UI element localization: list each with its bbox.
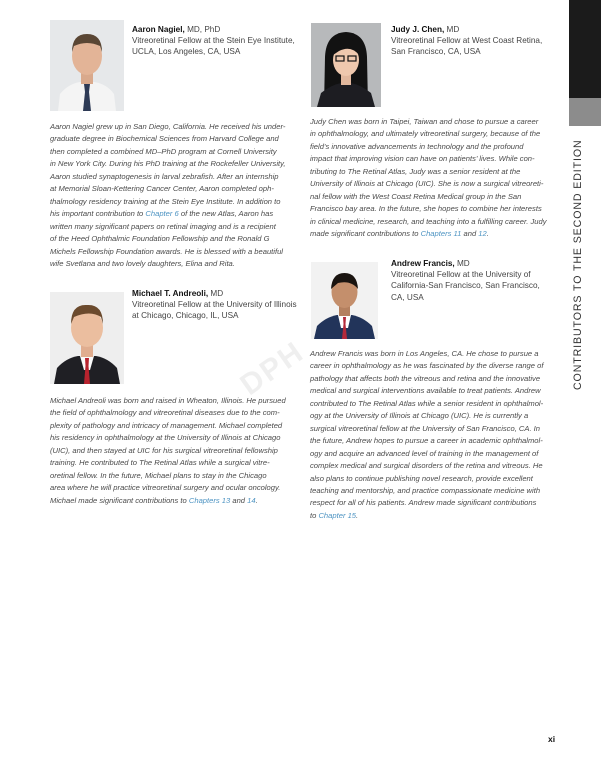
bio-text: to xyxy=(310,510,319,520)
contributor-degree: MD xyxy=(456,259,470,268)
watermark: DPH xyxy=(234,335,311,402)
page-number: xi xyxy=(548,734,556,744)
chapter-link[interactable]: Chapters 11 xyxy=(420,229,462,239)
contributor-degree: MD xyxy=(210,289,224,298)
chapter-link[interactable]: Chapters 13 xyxy=(188,495,231,505)
bio-line: training. He contributed to The Retinal Atlas while a surgical vitre- xyxy=(50,458,270,468)
bio-text: . xyxy=(486,229,489,239)
bio-line: field’s innovative advancements in technology and the profound xyxy=(310,141,524,151)
chapter-link[interactable]: 12 xyxy=(478,229,487,239)
affiliation-line: CA, USA xyxy=(391,292,424,302)
affiliation-line: Vitreoretinal Fellow at the University of xyxy=(391,270,531,280)
bio-line: teaching and mentorship, and practice compassionate medicine with xyxy=(310,485,541,495)
portrait-judy-chen xyxy=(311,23,381,107)
bio-line: area where he will practice vitreoretinal surgery and ocular oncology. xyxy=(50,483,281,493)
bio-line: tributing to The Retinal Atlas, Judy was a senior resident at the xyxy=(310,166,521,176)
bio-michael-andreoli xyxy=(50,395,299,507)
affiliation-line: Vitreoretinal Fellow at West Coast Retina, xyxy=(391,36,543,46)
bio-line: surgical vitreoretinal fellow at the University of San Francisco, CA. In xyxy=(310,423,541,433)
affiliation-line: California-San Francisco, San Francisco, xyxy=(391,281,540,291)
bio-line xyxy=(310,510,558,522)
sidebar-dark-tab xyxy=(569,0,601,98)
contributor-degree: MD xyxy=(446,25,460,34)
affiliation-line: at Chicago, Chicago, IL, USA xyxy=(132,311,239,321)
bio-line: wife Svetlana and two lovely daughters, Elina and Rita. xyxy=(50,258,235,268)
bio-text: . xyxy=(356,510,359,520)
bio-judy-chen xyxy=(310,116,558,241)
bio-line: thalmology residency training at the Stein Eye Institute. In addition to xyxy=(50,196,281,206)
bio-line: in ophthalmology, and ultimately vitreoretinal surgery, because of the xyxy=(310,129,541,139)
affiliation-line: Vitreoretinal Fellow at the Stein Eye Institute, xyxy=(132,36,295,46)
bio-line: graduate degree in Biochemical Sciences from Harvard College and xyxy=(50,134,279,144)
bio-line: career in ophthalmology as he was fascinated by the diverse range of xyxy=(310,361,544,371)
bio-text: made significant contributions to xyxy=(310,229,421,239)
bio-line: the field of ophthalmology and vitreoretinal diseases due to the com- xyxy=(50,408,280,418)
bio-line: then completed a combined MD–PhD program at Cornell University xyxy=(50,146,277,156)
bio-line: of the Heed Ophthalmic Foundation Fellowship and the Ronald G xyxy=(50,234,270,244)
chapter-link[interactable]: Chapter 6 xyxy=(145,209,179,219)
bio-line: Judy Chen was born in Taipei, Taiwan and chose to pursue a career xyxy=(310,117,539,126)
portrait-michael-andreoli xyxy=(50,292,124,384)
bio-line: University of Illinois at Chicago (UIC). She is now a surgical vitreoreti- xyxy=(310,179,544,189)
bio-text: his important contribution to xyxy=(50,209,146,219)
bio-line: Aaron studied synaptogenesis in larval zebrafish. After an internship xyxy=(50,171,279,181)
chapter-link[interactable]: 14 xyxy=(247,495,256,505)
affiliation-line: San Francisco, CA, USA xyxy=(391,47,481,57)
bio-text: and xyxy=(461,229,479,239)
bio-line xyxy=(50,208,299,220)
chapter-link[interactable]: Chapter 15 xyxy=(318,510,357,520)
bio-line: medical and surgical interventions available to treat patients. Andrew xyxy=(310,386,541,396)
bio-line: respect for all of his patients. Andrew made significant contributions xyxy=(310,498,537,508)
bio-text: of the new Atlas, Aaron has xyxy=(178,209,274,219)
bio-text: and xyxy=(230,495,248,505)
bio-line: in clinical medicine, research, and teaching into a fulfilling career. Judy xyxy=(310,216,547,226)
bio-aaron-nagiel xyxy=(50,121,299,270)
bio-line: plexity of pathology and intricacy of management. Michael completed xyxy=(50,420,283,430)
bio-line xyxy=(310,228,558,240)
portrait-aaron-nagiel xyxy=(50,20,124,111)
contributor-header-michael xyxy=(132,288,307,322)
bio-line: at Memorial Sloan-Kettering Cancer Center, Aaron completed oph- xyxy=(50,184,274,194)
sidebar-grey-tab xyxy=(569,98,601,126)
bio-line: pathology that affects both the vitreous and retina and the innovative xyxy=(310,373,541,383)
bio-line: in New York City. During his PhD training at the Rockefeller University, xyxy=(50,159,286,169)
contributor-name: Michael T. Andreoli, xyxy=(132,289,209,298)
bio-line: Andrew Francis was born in Los Angeles, CA. He chose to pursue a xyxy=(310,349,539,358)
bio-line: the future, Andrew hopes to pursue a career in academic ophthalmol- xyxy=(310,436,543,446)
bio-line: Michael Andreoli was born and raised in Wheaton, Illinois. He pursued xyxy=(50,396,286,405)
contributor-header-judy xyxy=(391,24,561,58)
affiliation-line: Vitreoretinal Fellow at the University of Illinois xyxy=(132,300,297,310)
bio-line: nal fellow with the West Coast Retina Medical group in the San xyxy=(310,191,522,201)
bio-line: oretinal fellow. In the future, Michael plans to stay in the Chicago xyxy=(50,470,267,480)
affiliation-line: UCLA, Los Angeles, CA, USA xyxy=(132,47,241,57)
bio-line: (UIC), and then stayed at UIC for his surgical vitreoretinal fellowship xyxy=(50,445,278,455)
section-title-vertical: CONTRIBUTORS TO THE SECOND EDITION xyxy=(572,139,584,390)
contributor-name: Aaron Nagiel, xyxy=(132,25,185,34)
contributor-header-aaron xyxy=(132,24,302,58)
bio-line: Michels Fellowship Foundation awards. He is blessed with a beautiful xyxy=(50,246,283,256)
bio-line: written many significant papers on retinal imaging and is a recipient xyxy=(50,221,276,231)
bio-andrew-francis xyxy=(310,348,558,522)
bio-line: Francisco bay area. In the future, she hopes to combine her interests xyxy=(310,204,542,214)
bio-text: . xyxy=(255,495,258,505)
bio-line: also plans to continue publishing novel research, provide excellent xyxy=(310,473,533,483)
contributor-name: Andrew Francis, xyxy=(391,259,455,268)
contributor-name: Judy J. Chen, xyxy=(391,25,445,34)
bio-line xyxy=(50,495,299,507)
contributor-degree: MD, PhD xyxy=(187,25,221,34)
bio-line: Aaron Nagiel grew up in San Diego, California. He received his under- xyxy=(50,122,286,131)
bio-line: ogy and acquire an advanced level of training in the management of xyxy=(310,448,539,458)
bio-line: contributed to The Retinal Atlas while a senior resident in ophthalmol- xyxy=(310,398,544,408)
bio-line: his residency in ophthalmology at the University of Illinois at Chicago xyxy=(50,433,281,443)
bio-line: complex medical and surgical disorders of the retina and vitreous. He xyxy=(310,461,543,471)
bio-text: Michael made significant contributions to xyxy=(50,495,189,505)
portrait-andrew-francis xyxy=(311,262,378,339)
bio-line: impact that improving vision can have on patients’ lives. While con- xyxy=(310,154,535,164)
bio-line: ogy at the University of Illinois at Chicago (UIC). He is currently a xyxy=(310,411,529,421)
contributor-header-andrew xyxy=(391,258,561,303)
